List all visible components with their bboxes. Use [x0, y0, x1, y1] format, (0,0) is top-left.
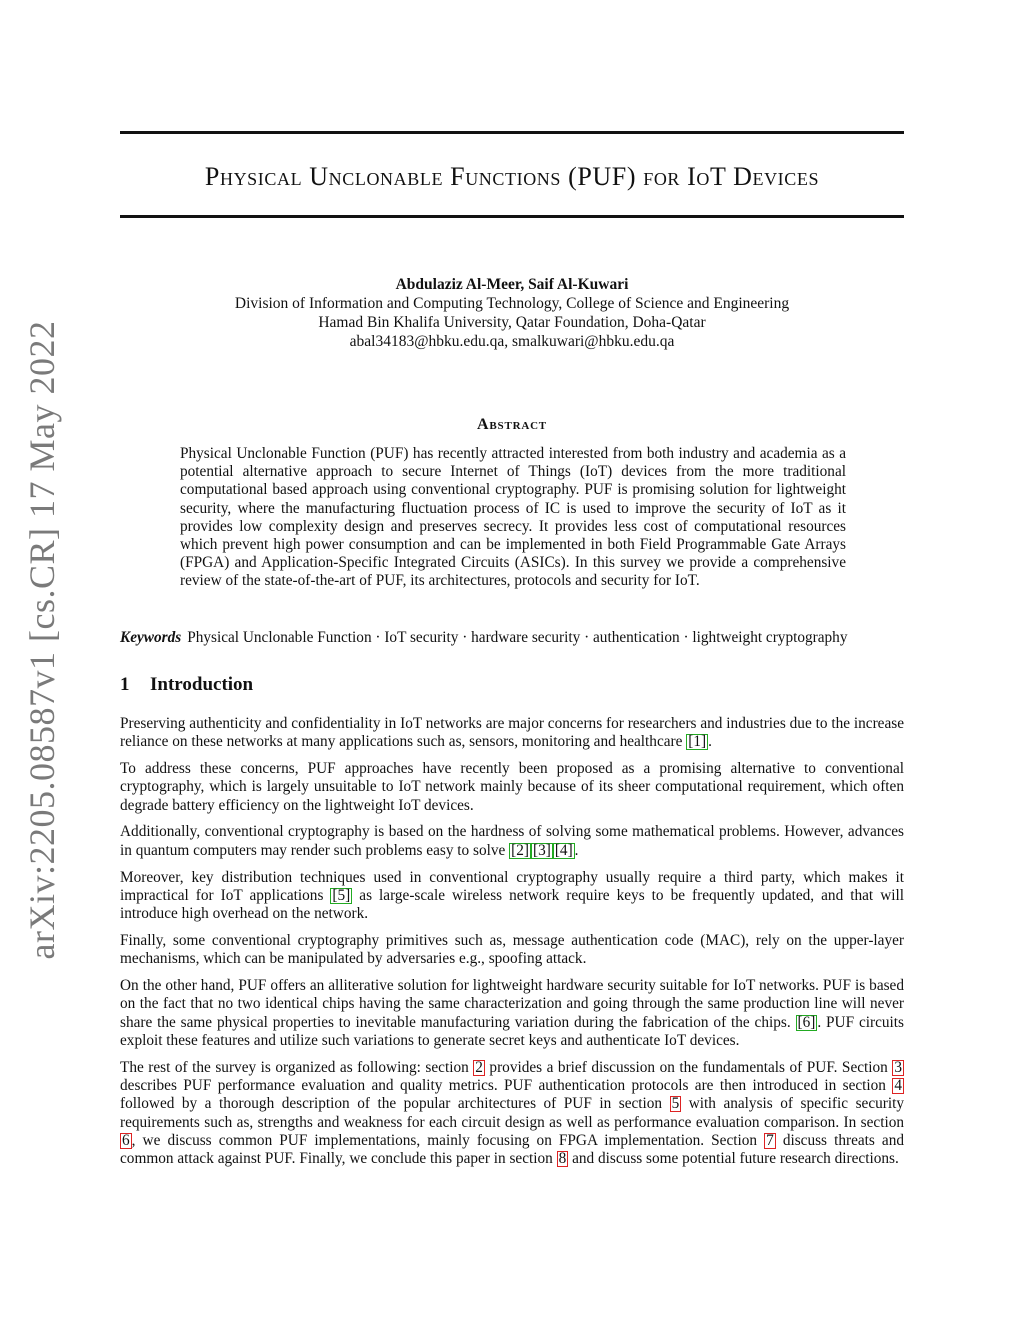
citation-link[interactable]: [3] — [532, 841, 551, 859]
affiliation-line-2: Hamad Bin Khalifa University, Qatar Foundation, Doha-Qatar — [318, 314, 706, 331]
title-rule-bottom — [120, 215, 904, 218]
citation-link[interactable]: [4] — [554, 841, 573, 859]
paragraph-text: Preserving authenticity and confidentiality in IoT networks are major concerns for researchers and industries due to the increase reliance on these networks at many applications such as, sensors, monitoring and healthcare — [120, 715, 904, 751]
paragraph-7 — [120, 1059, 904, 1169]
paragraph-4 — [120, 869, 904, 924]
paragraph-1 — [120, 715, 904, 752]
section-ref-link[interactable]: 6 — [122, 1131, 130, 1149]
introduction-body — [120, 715, 904, 1177]
paragraph-6 — [120, 977, 904, 1050]
paragraph-text: Additionally, conventional cryptography is based on the hardness of solving some mathematical problems. However, advances in quantum computers may render such problems easy to solve — [120, 823, 904, 859]
paragraph-text: , we discuss common PUF implementations, mainly focusing on FPGA implementation. Section — [131, 1131, 765, 1149]
paragraph-2: To address these concerns, PUF approaches have recently been proposed as a promising alternative to conventional cryptography, which is largely unsuitable to IoT network mainly because of its sheer computational requirement, which often degrade battery efficiency on the lightweight IoT devices. — [120, 760, 904, 814]
section-number: 1 — [120, 674, 130, 695]
citation-link[interactable]: [2] — [511, 841, 529, 859]
paragraph-3 — [120, 823, 904, 860]
paragraph-text: Moreover, key distribution techniques used in conventional cryptography usually require a third party, which makes it impractical for IoT applications — [120, 868, 904, 904]
paragraph-text: On the other hand, PUF offers an alliterative solution for lightweight hardware security suitable for IoT networks. PUF is based on the fact that no two identical chips having the same characterization and going through the same production line will never share the same physical properties to inevitable manufacturing variation during the fabrication of the chips. — [120, 977, 904, 1031]
paragraph-text: . — [574, 841, 579, 859]
section-ref-link[interactable]: 7 — [766, 1131, 774, 1149]
title-rule-top — [120, 131, 904, 134]
section-ref-link[interactable]: 8 — [558, 1150, 567, 1168]
abstract-text: Physical Unclonable Function (PUF) has recently attracted interested from both industry and academia as a potential alternative approach to secure Internet of Things (IoT) devices from the more traditional computational based approach using conventional cryptography. PUF is promising solution for lightweight security, where the manufacturing fluctuation process of IC is used to improve the security of IoT as it provides low complexity design and preserves secrecy. It provides less cost of computational resources which prevent high power consumption and can be implemented in both Field Programmable Gate Arrays (FPGA) and Application-Specific Integrated Circuits (ASICs). In this survey we provide a comprehensive review of the state-of-the-art of PUF, its architectures, protocols and security for IoT. — [180, 445, 846, 590]
section-ref-link[interactable]: 4 — [894, 1077, 902, 1095]
paper-title: Physical Unclonable Functions (PUF) for IoT Devices — [204, 162, 820, 191]
paragraph-text: as large-scale wireless network require keys to be frequently updated, and that will introduce high overhead on the network. — [120, 886, 904, 923]
section-ref-link[interactable]: 2 — [475, 1058, 483, 1076]
section-ref-link[interactable]: 5 — [671, 1095, 680, 1113]
paragraph-text: The rest of the survey is organized as following: section — [120, 1058, 474, 1076]
keywords-label: Keywords — [120, 629, 182, 646]
section-heading-introduction — [120, 674, 253, 696]
paragraph-text: followed by a thorough description of the popular architectures of PUF in section — [120, 1095, 670, 1113]
section-title: Introduction — [150, 674, 254, 695]
paragraph-5: Finally, some conventional cryptography primitives such as, message authentication code (MAC), rely on the upper-layer mechanisms, which can be manipulated by adversaries e.g., spoofing attack. — [120, 931, 904, 968]
paragraph-text: describes PUF performance evaluation and quality metrics. PUF authentication protocols are then introduced in section — [120, 1077, 893, 1095]
abstract-heading: Abstract — [477, 416, 547, 433]
affiliation-line-1: Division of Information and Computing Technology, College of Science and Engineering — [234, 295, 790, 312]
section-ref-link[interactable]: 3 — [894, 1058, 902, 1076]
keywords-text: Physical Unclonable Function · IoT security · hardware security · authentication · lightweight cryptography — [187, 629, 848, 646]
citation-link[interactable]: [5] — [332, 886, 351, 904]
paragraph-text: discuss threats and common attack against PUF. Finally, we conclude this paper in section — [120, 1131, 904, 1168]
paragraph-text: and discuss some potential future research directions. — [568, 1150, 899, 1168]
paragraph-text: with analysis of specific security requirements such as, strengths and weakness for each circuit design as well as performance evaluation comparison. In section — [120, 1095, 904, 1131]
paragraph-text: provides a brief discussion on the fundamentals of PUF. Section — [484, 1058, 893, 1076]
citation-link[interactable]: [6] — [797, 1013, 816, 1031]
paragraph-text: . PUF circuits exploit these features and utilize such variations to generate secret keys and authenticate IoT devices. — [120, 1013, 904, 1049]
arxiv-identifier-stamp: arXiv:2205.08587v1 [cs.CR] 17 May 2022 — [22, 320, 62, 960]
paragraph-text: . — [708, 733, 712, 751]
author-block — [120, 275, 904, 351]
citation-link[interactable]: [1] — [688, 733, 707, 751]
author-emails[interactable]: abal34183@hbku.edu.qa, smalkuwari@hbku.edu.qa — [349, 333, 675, 350]
author-names: Abdulaziz Al-Meer, Saif Al-Kuwari — [395, 276, 629, 293]
keywords-line — [120, 629, 910, 647]
